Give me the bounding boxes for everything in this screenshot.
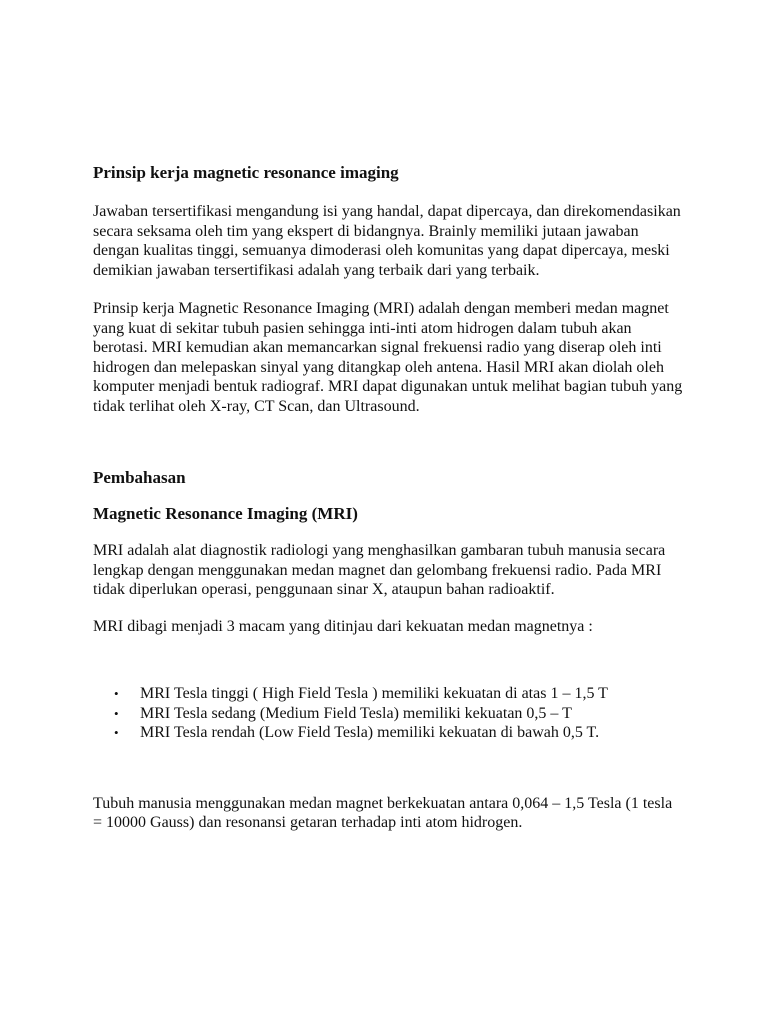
paragraph-mri-definition: MRI adalah alat diagnostik radiologi yang menghasilkan gambaran tubuh manusia secara lengkap dengan menggunakan medan magnet dan gelombang frekuensi radio. Pada MRI tidak diperlukan operasi, penggunaan sinar X, ataupun bahan radioaktif. xyxy=(93,542,666,598)
paragraph-mri-types-intro: MRI dibagi menjadi 3 macam yang ditinjau dari kekuatan medan magnetnya : xyxy=(93,617,593,635)
bullet-icon: • xyxy=(114,705,119,721)
document-title: Prinsip kerja magnetic resonance imaging xyxy=(93,163,399,182)
bullet-icon: • xyxy=(114,725,119,740)
bullet-icon: • xyxy=(114,686,119,701)
list-item xyxy=(93,684,683,704)
list-item-text: MRI Tesla tinggi ( High Field Tesla ) memiliki kekuatan di atas 1 – 1,5 T xyxy=(140,685,608,702)
paragraph-magnet-strength: Tubuh manusia menggunakan medan magnet berkekuatan antara 0,064 – 1,5 Tesla (1 tesla = 10000 Gauss) dan resonansi getaran terhadap inti atom hidrogen. xyxy=(93,794,673,831)
mri-types-list xyxy=(93,684,683,743)
heading-mri: Magnetic Resonance Imaging (MRI) xyxy=(93,504,358,523)
list-item xyxy=(93,723,683,743)
list-item-text: MRI Tesla sedang (Medium Field Tesla) memiliki kekuatan 0,5 – T xyxy=(140,704,572,722)
paragraph-certified-answer: Jawaban tersertifikasi mengandung isi yang handal, dapat dipercaya, dan direkomendasikan secara seksama oleh tim yang ekspert di bidangnya. Brainly memiliki jutaan jawaban dengan kualitas tinggi, semuanya dimoderasi oleh komunitas yang dapat dipercaya, meski demikian jawaban tersertifikasi adalah yang terbaik dari yang terbaik. xyxy=(93,203,681,279)
list-item-text: MRI Tesla rendah (Low Field Tesla) memiliki kekuatan di bawah 0,5 T. xyxy=(140,724,600,741)
heading-pembahasan: Pembahasan xyxy=(93,468,186,487)
paragraph-mri-principle: Prinsip kerja Magnetic Resonance Imaging (MRI) adalah dengan memberi medan magnet yang kuat di sekitar tubuh pasien sehingga inti-inti atom hidrogen dalam tubuh akan berotasi. MRI kemudian akan memancarkan signal frekuensi radio yang diserap oleh inti hidrogen dan melepaskan sinyal yang ditangkap oleh antena. Hasil MRI akan diolah oleh komputer menjadi bentuk radiograf. MRI dapat digunakan untuk melihat bagian tubuh yang tidak terlihat oleh X-ray, CT Scan, dan Ultrasound. xyxy=(93,300,683,415)
list-item xyxy=(93,704,683,724)
document-page xyxy=(93,163,683,833)
